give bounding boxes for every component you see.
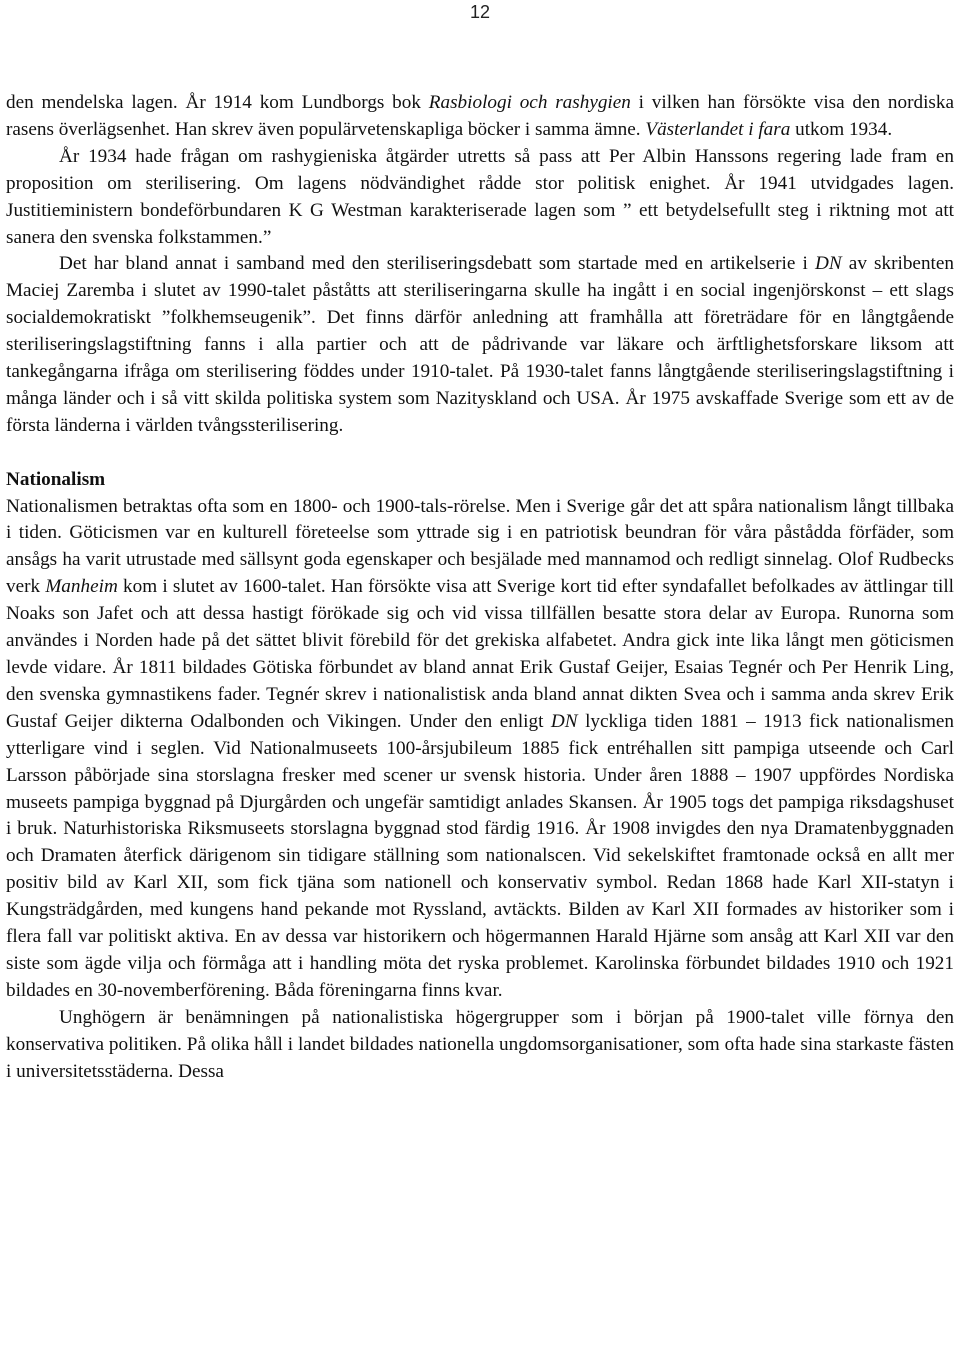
paragraph-unghogern: [6, 1005, 954, 1086]
paragraph-sterilization-debate: [6, 251, 954, 439]
book-title-rasbiologi: Rasbiologi och rashygien: [428, 92, 631, 113]
newspaper-name-dn: DN: [550, 710, 578, 732]
paragraph-text: av skribenten Maciej Zaremba i slutet av 1990-talet påståtts att steriliseringarna skulle ha ingått i en social ingenjörskonst – ett slags socialdemokratiskt ”folkhemseugenik”. Det finns därför anledning att framhålla att företrädare för en långtgående steriliseringslagstiftning fanns i alla partier och att de pådrivande var läkare och ärftlighetsforskare liksom att tankegångarna ifråga om sterilisering föddes under 1910-talet. På 1930-talet fanns långtgående steriliseringslagstiftning i många länder och i så vitt skilda politiska system som Nazityskland och USA. År 1975 avskaffade Sverige som ett av de första länderna i världen tvångssterilisering.: [6, 253, 954, 436]
paragraph-text: utkom 1934.: [790, 118, 893, 140]
newspaper-name-dn: DN: [815, 253, 842, 275]
paragraph-text: den mendelska lagen. År 1914 kom Lundborgs bok: [6, 92, 429, 113]
paragraph-lundborg: [6, 90, 954, 144]
paragraph-text: Nationalismen betraktas ofta som en 1800- och 1900-tals-rörelse. Men i Sverige går det att spåra nationalism långt tillbaka i tiden. Göticismen var en kulturell företeelse som yttrade sig i en patriotisk beundran för våra påstådda förfäder, som ansågs ha varit utrustade med sällsynt goda egenskaper och besjälade med mannamod och redligt sinnelag. Olof Rudbecks verk: [6, 495, 954, 598]
page-number: 12: [469, 2, 491, 22]
document-body: [6, 90, 954, 1086]
paragraph-text: Unghögern är benämningen på nationalistiska högergrupper som i början på 1900-talet ville förnya den konservativa politiken. På olika håll i landet bildades nationella ungdomsorganisationer, som ofta hade sina starkaste fästen i universitetsstäderna. Dessa: [6, 1006, 954, 1082]
paragraph-text: kom i slutet av 1600-talet. Han försökte visa att Sverige kort tid efter syndafallet befolkades av ättlingar till Noaks son Jafet och att dessa hastigt förökade sig och vid vissa tillfällen besatte stora delar av Europa. Runorna som användes i Norden hade på det sättet blivit förebild för det grekiska alfabetet. Andra gick inte lika långt men göticismen levde vidare. År 1811 bildades Götiska förbundet av bland annat Erik Gustaf Geijer, Esaias Tegnér och Per Henrik Ling, den svenska gymnastikens fader. Tegnér skrev i nationalistisk anda bland annat dikten Svea och i samma anda skrev Erik Gustaf Geijer dikterna Odalbonden och Vikingen. Under den enligt: [6, 576, 955, 732]
paragraph-sterilization-law: [6, 144, 954, 252]
paragraph-text: Det har bland annat i samband med den steriliseringsdebatt som startade med en artikelserie i: [59, 253, 816, 275]
book-title-vasterlandet: Västerlandet i fara: [645, 118, 791, 140]
paragraph-text: År 1934 hade frågan om rashygieniska åtgärder utretts så pass att Per Albin Hanssons regering lade fram en proposition om sterilisering. Om lagens nödvändighet rådde stor politisk enighet. År 1941 utvidgades lagen. Justitieministern bondeförbundaren K G Westman karakteriserade lagen som ” ett betydelsefullt steg i riktning mot att sanera den svenska folkstammen.”: [6, 145, 954, 248]
paragraph-text: lyckliga tiden 1881 – 1913 fick nationalismen ytterligare vind i seglen. Vid Nationalmuseets 100-årsjubileum 1885 fick entréhallen sitt pampiga utseende och Carl Larsson påbörjade sina storslagna fresker med scener ur svensk historia. Under åren 1888 – 1907 uppfördes Nordiska museets pampiga byggnad på Djurgården och ungefär samtidigt anlades Skansen. År 1905 togs det pampiga riksdagshuset i bruk. Naturhistoriska Riksmuseets storslagna byggnad stod färdig 1916. År 1908 invigdes den nya Dramatenbyggnaden och Dramaten återfick därigenom sin tidigare ställning som nationalscen. Vid sekelskiftet framtonade också en allt mer positiv bild av Karl XII, som fick tjäna som nationell och konservativ symbol. Redan 1868 hade Karl XII-statyn i Kungsträdgården, med kungens hand pekande mot Ryssland, avtäckts. Bilden av Karl XII formades av historiker som i flera fall var politiskt aktiva. En av dessa var historikern och högermannen Harald Hjärne som ansåg att Karl XII var den siste som ägde vilja och förmåga att i handling möta det ryska problemet. Karolinska förbundet bildades 1910 och 1921 bildades en 30-novemberförening. Båda föreningarna finns kvar.: [6, 710, 954, 1001]
section-heading: Nationalism: [6, 468, 106, 490]
book-title-manheim: Manheim: [45, 576, 118, 598]
paragraph-text: i vilken han försökte visa den nordiska rasens överlägsenhet. Han skrev även populärvetenskapliga böcker i samma ämne.: [6, 92, 955, 140]
paragraph-nationalism: [6, 494, 954, 1005]
